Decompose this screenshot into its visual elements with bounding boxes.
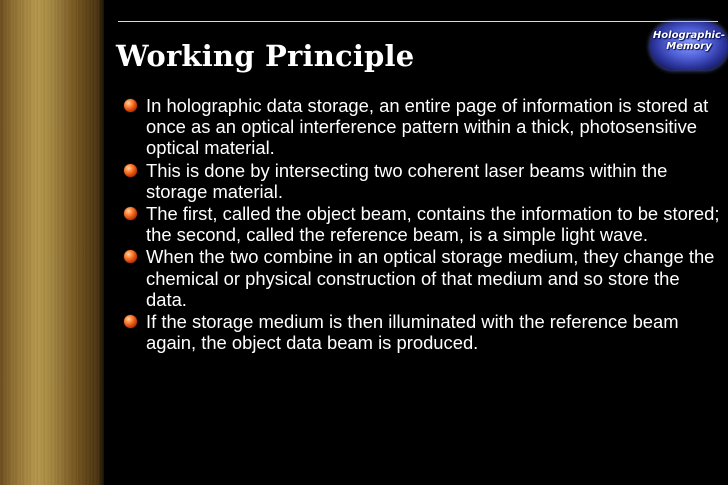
bullet-text: If the storage medium is then illuminated with the reference beam again, the object data beam is produced. [146, 311, 679, 354]
decorative-wood-border [0, 0, 104, 485]
orange-sphere-bullet-icon [124, 164, 137, 177]
holographic-memory-logo [650, 22, 728, 70]
bullet-text: When the two combine in an optical storage medium, they change the chemical or physical construction of that medium and so store the data. [146, 246, 715, 310]
bullet-item [122, 95, 722, 159]
logo-text [650, 30, 728, 52]
bullet-list [122, 95, 722, 354]
bullet-item [122, 160, 722, 202]
bullet-text: The first, called the object beam, contains the information to be stored; the second, called the reference beam, is a simple light wave. [146, 203, 720, 246]
orange-sphere-bullet-icon [124, 250, 137, 263]
bullet-item [122, 203, 722, 245]
slide-title: Working Principle [116, 39, 415, 73]
bullet-item [122, 311, 722, 353]
logo-line-2: Memory [666, 41, 712, 52]
orange-sphere-bullet-icon [124, 207, 137, 220]
bullet-text: In holographic data storage, an entire page of information is stored at once as an optical interference pattern within a thick, photosensitive optical material. [146, 95, 709, 159]
bullet-item [122, 246, 722, 310]
top-divider-line [118, 21, 718, 22]
orange-sphere-bullet-icon [124, 315, 137, 328]
bullet-text: This is done by intersecting two coherent laser beams within the storage material. [146, 159, 668, 202]
orange-sphere-bullet-icon [124, 99, 137, 112]
logo-line-1: Holographic- [652, 30, 726, 41]
